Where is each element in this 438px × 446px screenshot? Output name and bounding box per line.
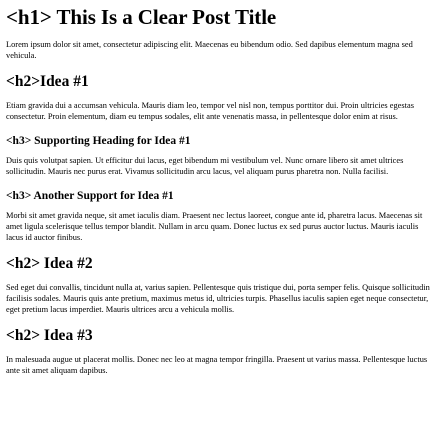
intro-paragraph: Lorem ipsum dolor sit amet, consectetur adipiscing elit. Maecenas eu bibendum odio. Sed dapibus elementum magna sed vehicula. <box>6 40 413 60</box>
paragraph-idea-3: In malesuada augue ut placerat mollis. Donec nec leo at magna tempor fringilla. Praesent ut varius massa. Pellentesque luctus ante sit amet aliquam dapibus. <box>6 355 428 375</box>
paragraph-idea-1: Etiam gravida dui a accumsan vehicula. Mauris diam leo, tempor vel nisl non, tempus porttitor dui. Proin ultricies egestas consectetur. Proin elementum, diam eu tempus sodales, elit ante venenatis massa, in pellentesque dolor enim at risus. <box>6 101 414 121</box>
post-document <box>0 5 438 376</box>
subheading-another-support-idea-1: <h3> Another Support for Idea #1 <box>6 190 174 202</box>
post-title: <h1> This Is a Clear Post Title <box>6 5 277 29</box>
paragraph-idea-2: Sed eget dui convallis, tincidunt nulla at, varius sapien. Pellentesque quis tristique dui, porta semper felis. Quisque sollicitudin facilisis sodales. Mauris quis ante pretium, maximus metus id, ultricies turpis. Phasellus iaculis sapien eget neque consectetur, eget pretium lacus imperdiet. Mauris ultrices arcu a vehicula mollis. <box>6 283 430 314</box>
paragraph-another-support-idea-1: Morbi sit amet gravida neque, sit amet iaculis diam. Praesent nec lectus laoreet, congue ante id, pharetra lacus. Maecenas sit amet ligula scelerisque tellus tempor blandit. Nullam in arcu quam. Donec luctus ex sed purus auctor luctus. Mauris iaculis lacus id auctor finibus. <box>6 211 423 242</box>
heading-idea-1: <h2>Idea #1 <box>6 73 89 90</box>
heading-idea-2: <h2> Idea #2 <box>6 255 93 272</box>
subheading-supporting-idea-1: <h3> Supporting Heading for Idea #1 <box>6 135 191 147</box>
heading-idea-3: <h2> Idea #3 <box>6 327 93 344</box>
paragraph-supporting-idea-1: Duis quis volutpat sapien. Ut efficitur dui lacus, eget bibendum mi vestibulum vel. Nunc ornare libero sit amet ultrices sollicitudin. Mauris nec purus erat. Vivamus sollicitudin arcu lacus, vel aliquam purus pharetra non. Nulla facilisi. <box>6 156 404 176</box>
